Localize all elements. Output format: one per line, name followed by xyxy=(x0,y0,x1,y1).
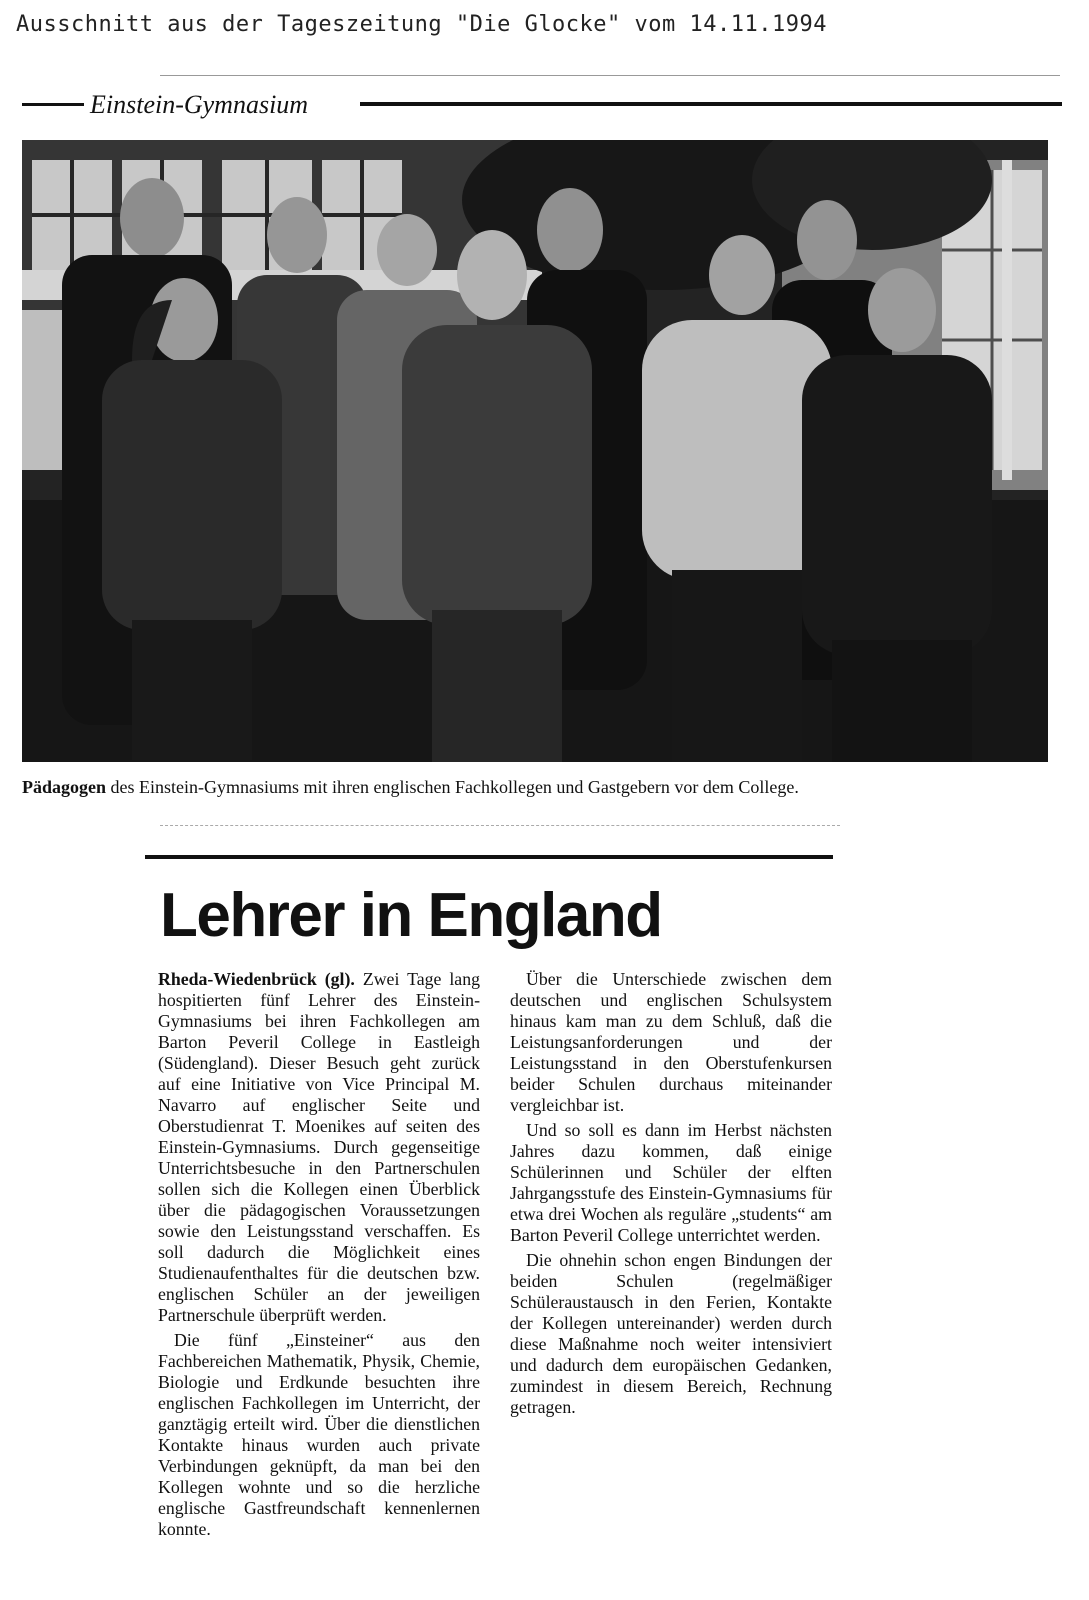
section-header xyxy=(22,90,1062,120)
article-paragraph-4: Und so soll es dann im Herbst nächsten Jahres dazu kommen, daß einige Schülerinnen und Schüler der elften Jahrgangsstufe des Einstein-Gymnasiums für etwa drei Wochen als reguläre „students“ am Barton Peveril College unterrichtet werden. xyxy=(510,1120,832,1245)
section-lead-rule xyxy=(22,103,84,106)
article-paragraph-5: Die ohnehin schon engen Bindungen der beiden Schulen (regelmäßiger Schüleraustausch in den Ferien, Kontakte der Kollegen untereinander) werden durch diese Maßnahme noch weiter intensiviert und dadurch dem europäischen Gedanken, zumindest in diesem Bereich, Rechnung getragen. xyxy=(510,1250,832,1417)
caption-text: des Einstein-Gymnasiums mit ihren englischen Fachkollegen und Gastgebern vor dem College. xyxy=(106,777,799,797)
article-rule xyxy=(145,855,833,859)
photo-caption xyxy=(22,777,1062,798)
article-paragraph xyxy=(158,969,480,1326)
article-headline: Lehrer in England xyxy=(160,881,662,950)
section-label: Einstein-Gymnasium xyxy=(90,90,309,119)
article-paragraph-3: Über die Unterschiede zwischen dem deutschen und englischen Schulsystem hinaus kam man zu dem Schluß, daß die Leistungsanforderungen und der Leistungsstand in den Oberstufenkursen beider Schulen durchaus miteinander vergleichbar ist. xyxy=(510,969,832,1115)
caption-divider xyxy=(160,825,840,827)
source-note: Ausschnitt aus der Tageszeitung "Die Glocke" vom 14.11.1994 xyxy=(16,12,827,37)
article-paragraph-2: Die fünf „Einsteiner“ aus den Fachbereichen Mathematik, Physik, Chemie, Biologie und Erdkunde besuchten ihre englischen Fachkollegen im Unterricht, der ganztägig erteilt wird. Über die dienstlichen Kontakte hinaus wurden auch private Verbindungen geknüpft, da man bei den Kollegen wohnte und so die herzliche englische Gastfreundschaft kennenlernen konnte. xyxy=(158,1330,480,1539)
top-divider xyxy=(160,75,1060,76)
article-column-left xyxy=(158,969,480,1540)
article-paragraph-1-text: Zwei Tage lang hospitierten fünf Lehrer des Einstein-Gymnasiums bei ihren Fachkollegen am Barton Peveril College in Eastleigh (Südengland). Dieser Besuch geht zurück auf eine Initiative von Vice Principal M. Navarro auf englischer Seite und Oberstudienrat T. Moenikes auf seiten des Einstein-Gymnasiums. Durch gegenseitige Unterrichtsbesuche in den Partnerschulen sollen sich die Kollegen einen Überblick über die pädagogischen Voraussetzungen sowie den Leistungsstand verschaffen. Es soll dadurch die Möglichkeit eines Studienaufenthaltes für die deutschen bzw. englischen Schüler an der jeweiligen Partnerschule überprüft werden. xyxy=(158,969,480,1325)
group-photo xyxy=(22,140,1048,762)
caption-lead: Pädagogen xyxy=(22,777,107,797)
article-column-right xyxy=(510,969,832,1418)
group-photo-illustration xyxy=(22,140,1048,762)
article-dateline: Rheda-Wiedenbrück (gl). xyxy=(158,969,355,989)
section-rule xyxy=(360,102,1062,106)
